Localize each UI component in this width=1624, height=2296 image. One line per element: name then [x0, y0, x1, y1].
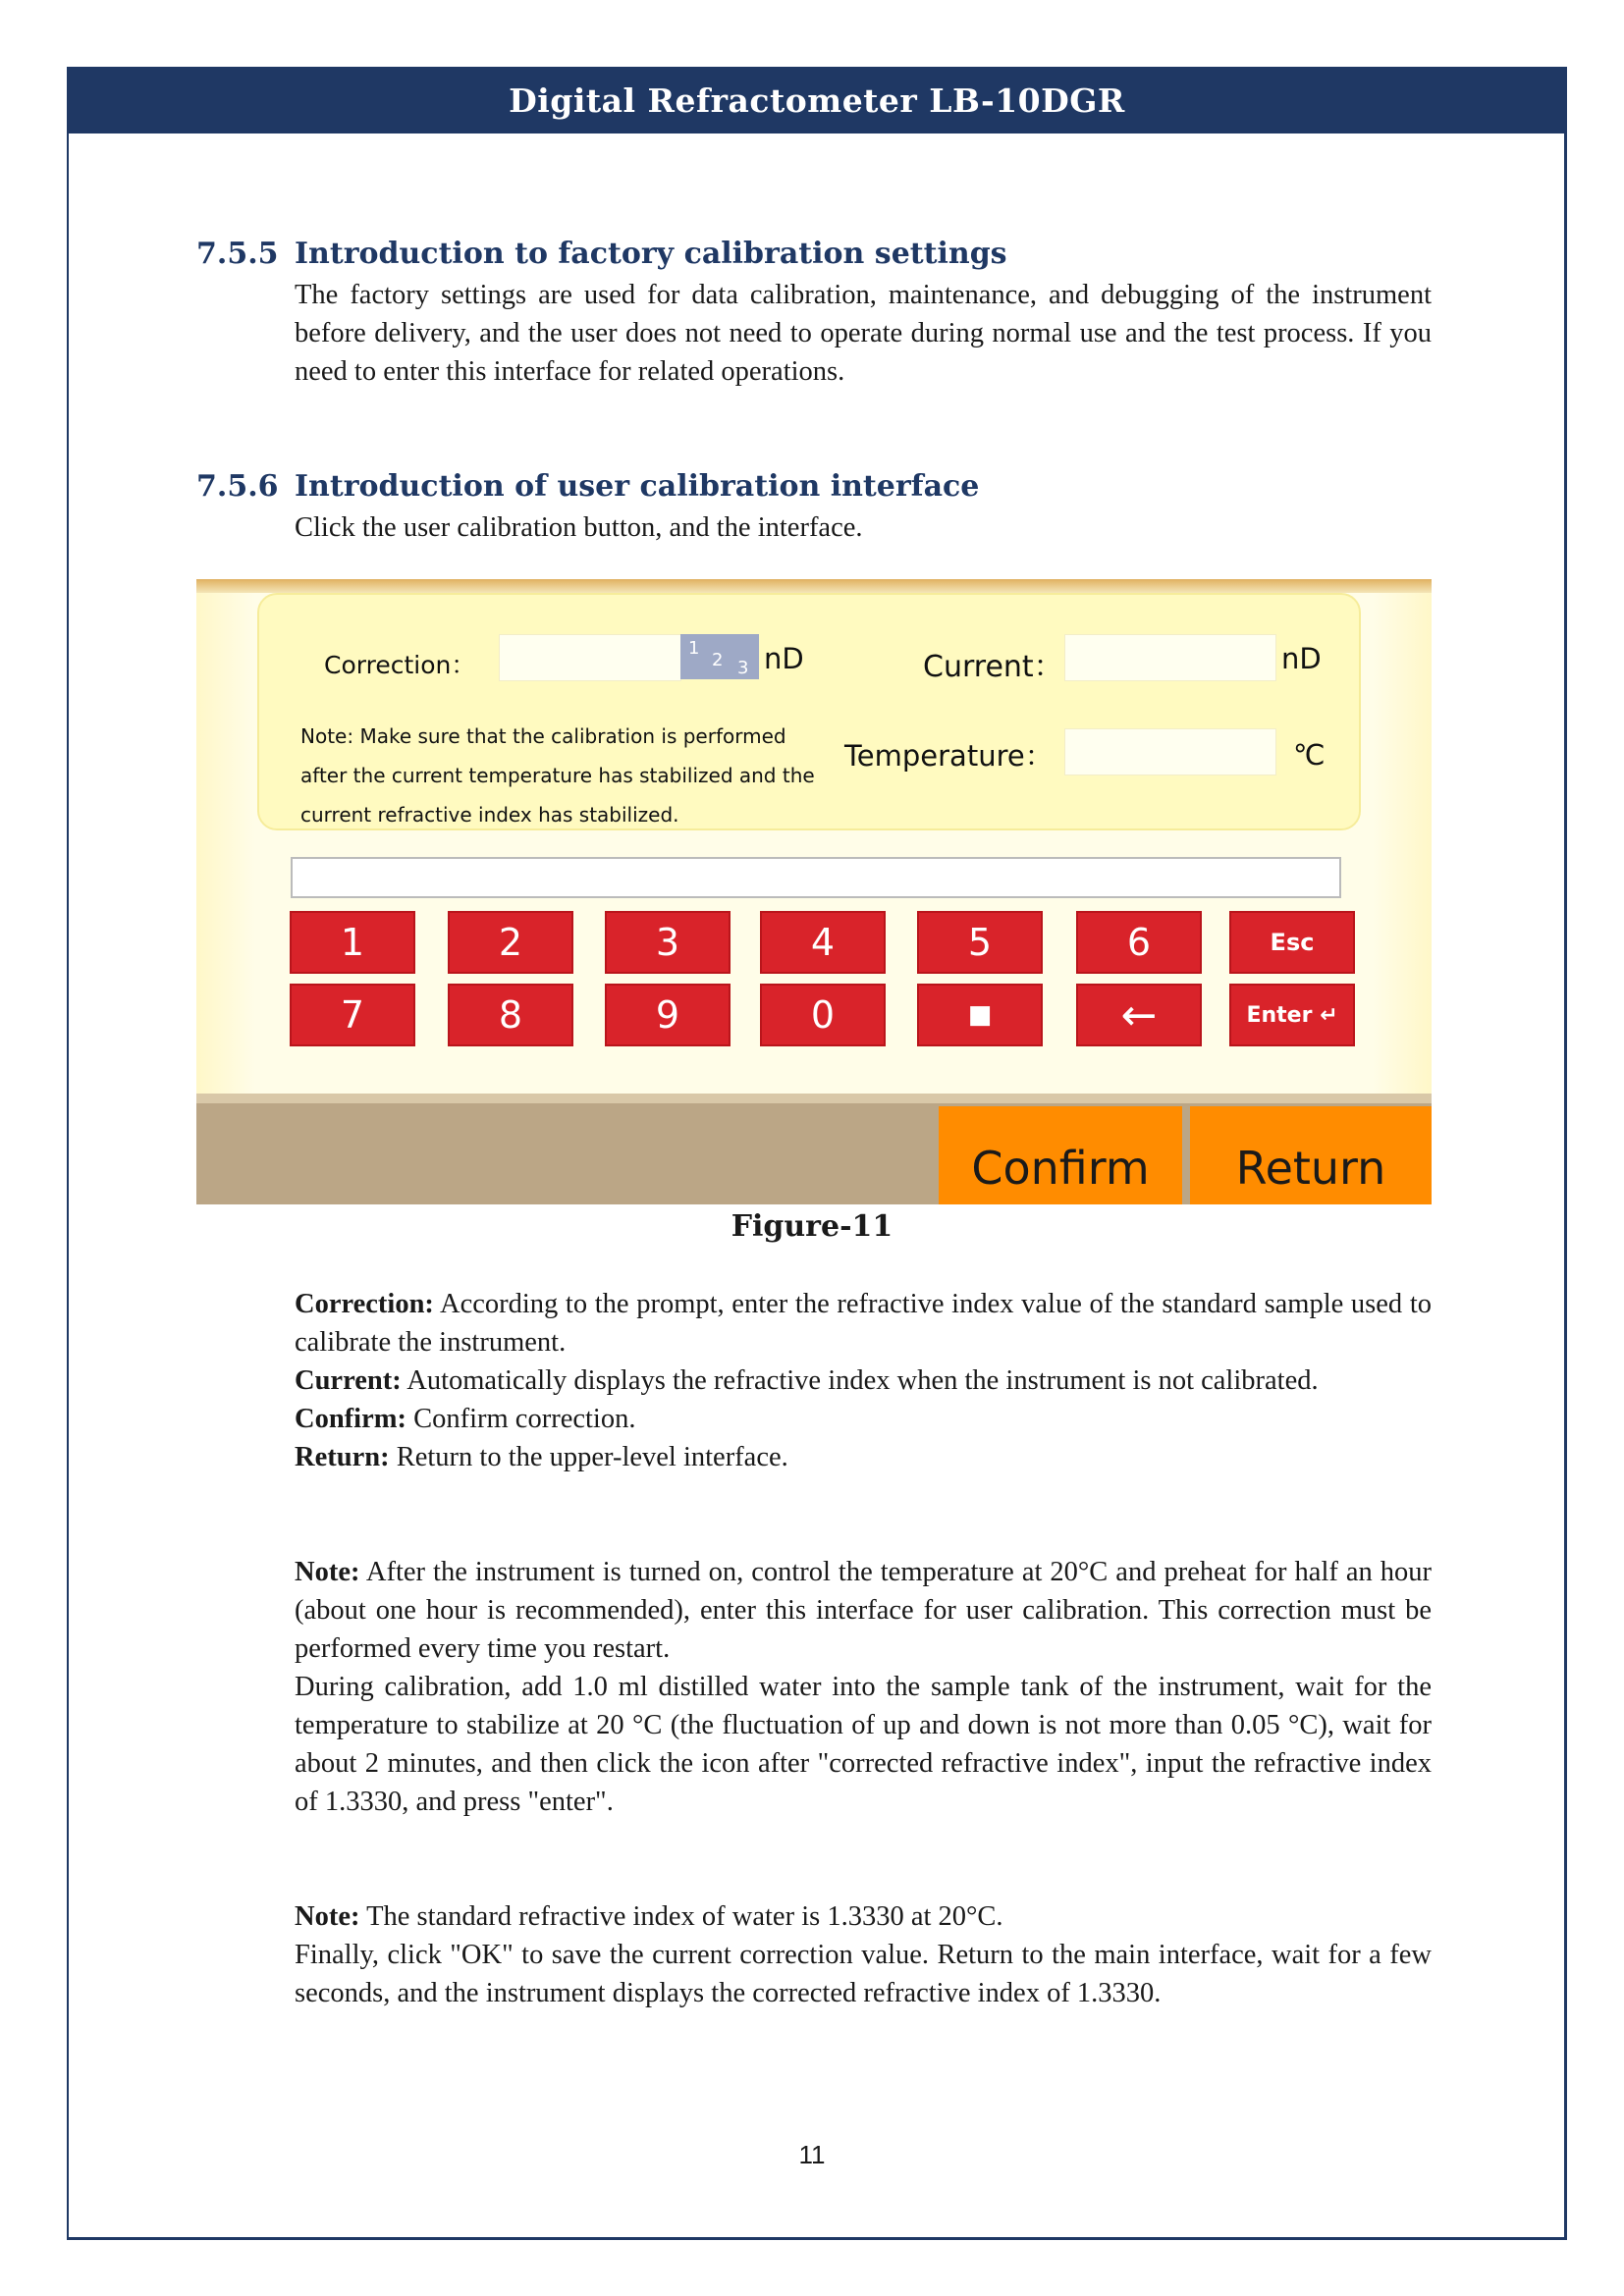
- note-text: After the instrument is turned on, control the temperature at 20°C and preheat for half an hour (about one hour is recommended), enter this interface for user calibration. This correction must be performed every time you restart.: [295, 1557, 1432, 1664]
- paragraph: Click the user calibration button, and the interface.: [295, 512, 863, 543]
- figure-caption: Figure-11: [731, 1209, 893, 1244]
- section-body-7-5-6: [295, 508, 1432, 547]
- definition-text: Automatically displays the refractive index when the instrument is not calibrated.: [401, 1365, 1319, 1396]
- page-number: 11: [798, 2140, 826, 2169]
- key-9[interactable]: 9: [605, 984, 731, 1046]
- confirm-button[interactable]: Confirm: [939, 1106, 1182, 1204]
- enter-key[interactable]: Enter ↵: [1229, 984, 1355, 1046]
- key-2[interactable]: 2: [448, 911, 573, 974]
- icon-digit-2: 2: [712, 650, 724, 670]
- figure-left-glow: [196, 593, 255, 1103]
- definition-correction: [295, 1285, 1432, 1362]
- temperature-label: Temperature：: [844, 739, 1054, 773]
- definition-return: [295, 1438, 1432, 1476]
- figure-top-bar: [196, 579, 1432, 593]
- definition-text: According to the prompt, enter the refractive index value of the standard sample used to calibrate the instrument.: [295, 1289, 1432, 1358]
- calibration-interface-figure: [196, 579, 1432, 1204]
- key-4[interactable]: 4: [760, 911, 886, 974]
- definition-term: Confirm:: [295, 1404, 406, 1434]
- esc-key[interactable]: Esc: [1229, 911, 1355, 974]
- paragraph: The factory settings are used for data calibration, maintenance, and debugging of the instrument before delivery, and the user does not need to operate during normal use and the test process. If you need to enter this interface for related operations.: [295, 280, 1432, 387]
- temperature-field: [1064, 728, 1276, 775]
- section-title: Introduction to factory calibration settings: [295, 237, 1007, 271]
- calibration-paragraph: During calibration, add 1.0 ml distilled water into the sample tank of the instrument, wait for the temperature to stabilize at 20 °C (the fluctuation of up and down is not more than 0.05 °C), wait for about 2 minutes, and then click the icon after "corrected refractive index", input the refractive index of 1.3330, and press "enter".: [295, 1672, 1432, 1817]
- correction-unit: nD: [764, 642, 804, 675]
- figure-right-glow: [1373, 593, 1432, 1103]
- note-line: current refractive index has stabilized.: [300, 803, 679, 827]
- current-unit: nD: [1281, 642, 1322, 675]
- temperature-unit: ℃: [1293, 738, 1326, 772]
- icon-digit-1: 1: [688, 638, 700, 659]
- correction-field[interactable]: [499, 634, 681, 681]
- section-number: 7.5.6: [196, 469, 279, 504]
- section-body-7-5-5: [295, 276, 1432, 391]
- note-paragraph: [295, 1553, 1432, 1668]
- document-title: Digital Refractometer LB-10DGR: [509, 80, 1125, 120]
- correction-label: Correction：: [324, 651, 476, 679]
- digit-entry-icon[interactable]: [680, 634, 759, 679]
- section-heading-7-5-6: [196, 469, 979, 504]
- calibration-note: [300, 717, 815, 834]
- definition-term: Return:: [295, 1442, 390, 1472]
- return-button[interactable]: Return: [1190, 1106, 1432, 1204]
- final-paragraph: Finally, click "OK" to save the current correction value. Return to the main interface, wait for a few seconds, and the instrument displays the corrected refractive index of 1.3330.: [295, 1940, 1432, 2008]
- definition-text: Return to the upper-level interface.: [389, 1442, 788, 1472]
- note-line: after the current temperature has stabilized and the: [300, 764, 815, 787]
- definition-term: Current:: [295, 1365, 402, 1396]
- note-text: The standard refractive index of water is 1.3330 at 20°C.: [359, 1901, 1003, 1932]
- definition-current: [295, 1362, 1432, 1400]
- section-number: 7.5.5: [196, 237, 279, 271]
- definition-text: Confirm correction.: [406, 1404, 636, 1434]
- key-3[interactable]: 3: [605, 911, 731, 974]
- note-term: Note:: [295, 1901, 360, 1932]
- definition-confirm: [295, 1400, 1432, 1438]
- key-1[interactable]: 1: [290, 911, 415, 974]
- final-notes-block: [295, 1897, 1432, 2012]
- key-7[interactable]: 7: [290, 984, 415, 1046]
- current-field: [1064, 634, 1276, 681]
- section-title: Introduction of user calibration interface: [295, 469, 980, 504]
- value-entry-field[interactable]: [291, 857, 1341, 898]
- current-label: Current：: [923, 650, 1063, 684]
- decimal-point-key[interactable]: ■: [917, 984, 1043, 1046]
- backspace-key[interactable]: ←: [1076, 984, 1202, 1046]
- note-term: Note:: [295, 1557, 360, 1587]
- icon-digit-3: 3: [737, 658, 749, 678]
- key-6[interactable]: 6: [1076, 911, 1202, 974]
- document-header: [67, 67, 1567, 133]
- calibration-notes-block: [295, 1553, 1432, 1821]
- definition-term: Correction:: [295, 1289, 434, 1319]
- section-heading-7-5-5: [196, 237, 1007, 271]
- note-paragraph: [295, 1897, 1432, 1936]
- key-0[interactable]: 0: [760, 984, 886, 1046]
- definitions-block: [295, 1285, 1432, 1476]
- key-5[interactable]: 5: [917, 911, 1043, 974]
- note-line: Note: Make sure that the calibration is performed: [300, 724, 786, 748]
- key-8[interactable]: 8: [448, 984, 573, 1046]
